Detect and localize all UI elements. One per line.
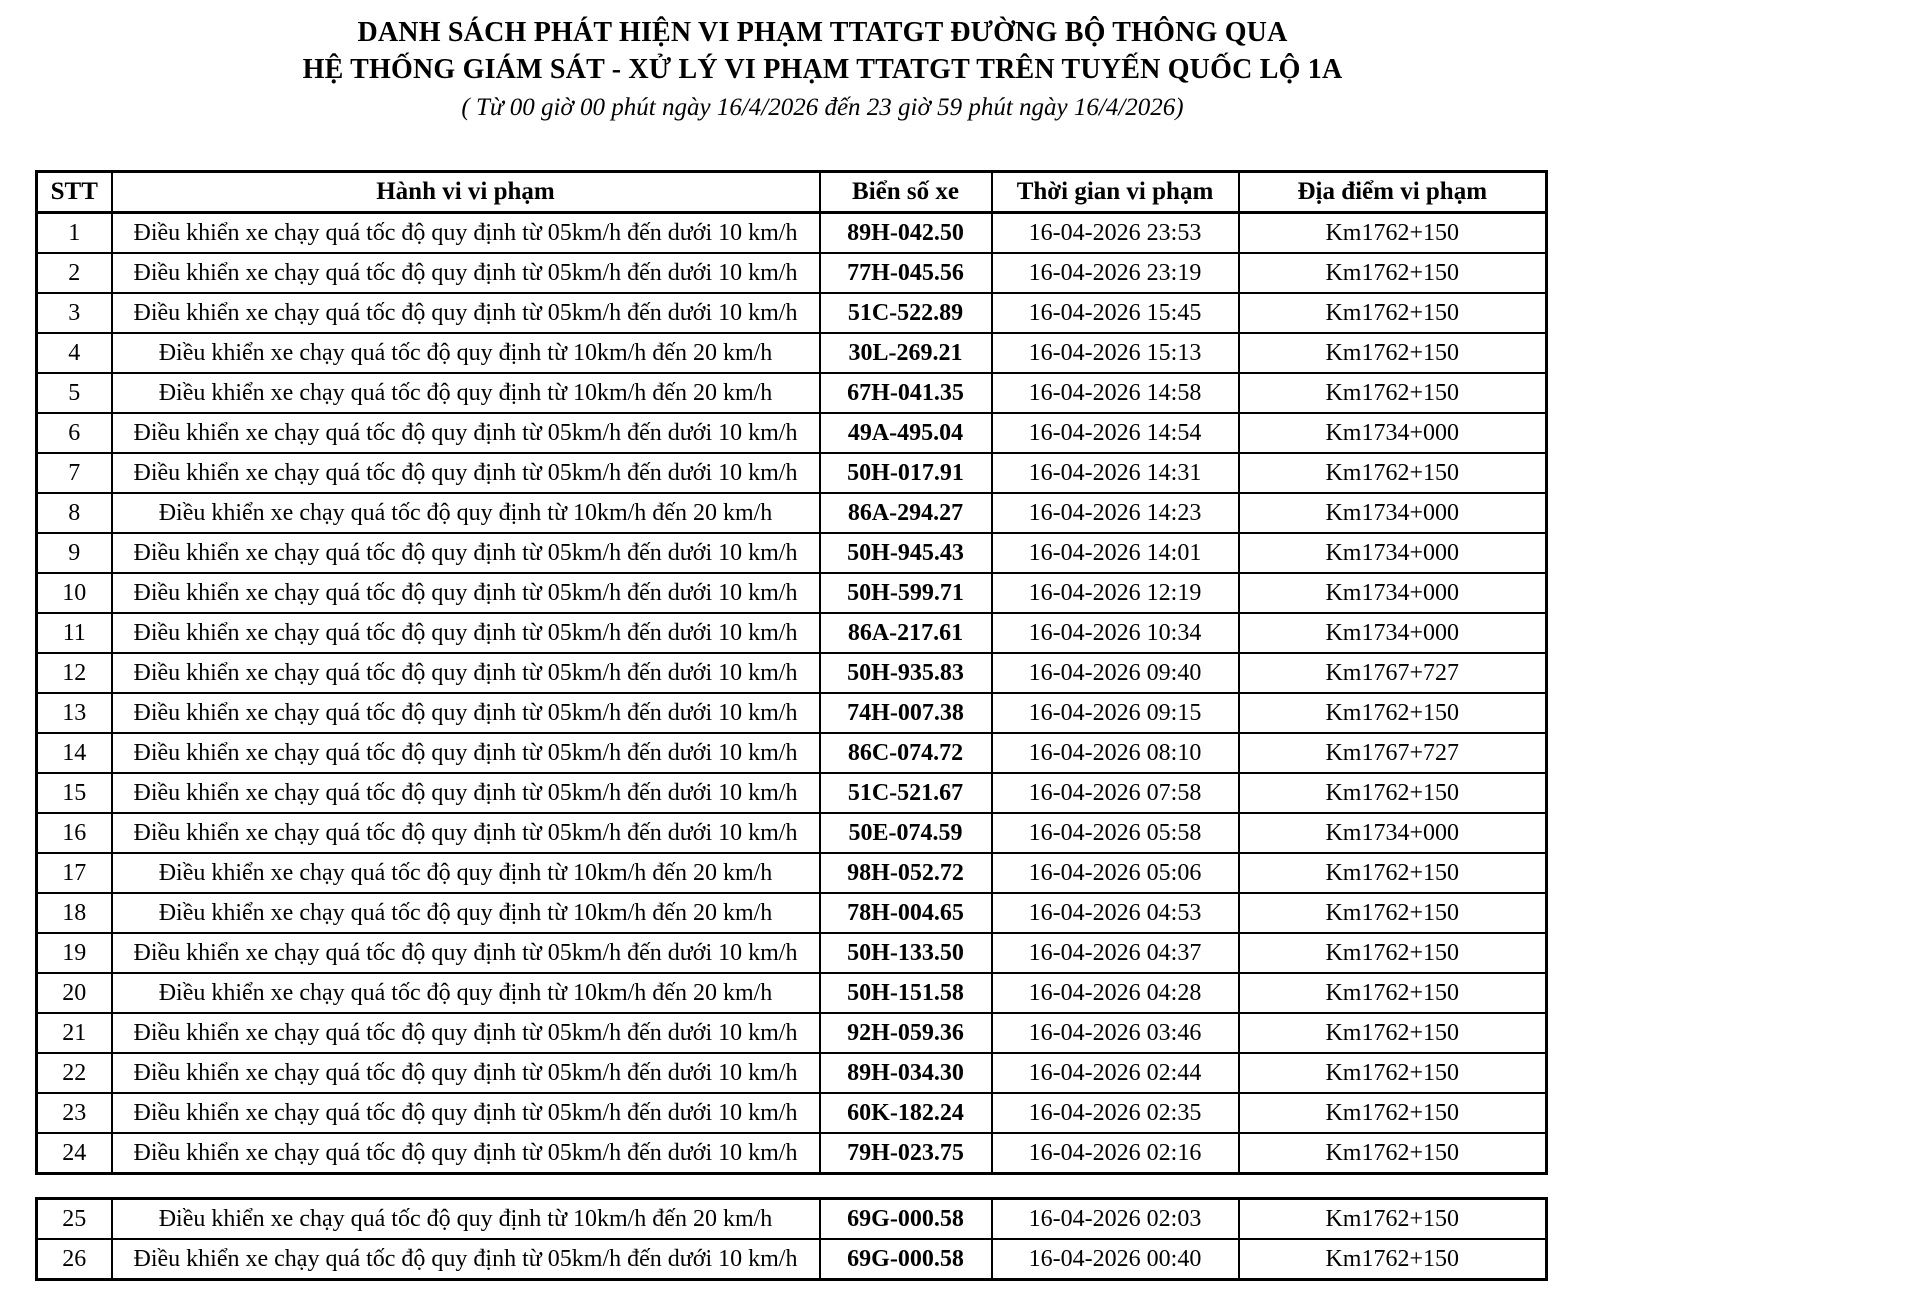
cell-plate: 67H-041.35 <box>820 373 992 413</box>
table-row <box>37 333 1547 373</box>
cell-stt: 4 <box>37 333 112 373</box>
cell-location: Km1762+150 <box>1239 1239 1547 1280</box>
document-subtitle: ( Từ 00 giờ 00 phút ngày 16/4/2026 đến 23 giờ 59 phút ngày 16/4/2026) <box>461 94 1184 121</box>
violations-table-continued <box>35 1197 1548 1281</box>
cell-time: 16-04-2026 14:54 <box>992 413 1239 453</box>
table-row <box>37 933 1547 973</box>
table-row <box>37 693 1547 733</box>
cell-stt: 19 <box>37 933 112 973</box>
cell-location: Km1762+150 <box>1239 693 1547 733</box>
cell-plate: 98H-052.72 <box>820 853 992 893</box>
cell-location: Km1762+150 <box>1239 333 1547 373</box>
cell-time: 16-04-2026 10:34 <box>992 613 1239 653</box>
cell-location: Km1762+150 <box>1239 1013 1547 1053</box>
cell-location: Km1762+150 <box>1239 213 1547 254</box>
table-row <box>37 773 1547 813</box>
cell-plate: 79H-023.75 <box>820 1133 992 1174</box>
cell-stt: 24 <box>37 1133 112 1174</box>
cell-violation: Điều khiển xe chạy quá tốc độ quy định từ 05km/h đến dưới 10 km/h <box>112 1133 820 1174</box>
cell-plate: 30L-269.21 <box>820 333 992 373</box>
cell-stt: 14 <box>37 733 112 773</box>
cell-violation: Điều khiển xe chạy quá tốc độ quy định từ 05km/h đến dưới 10 km/h <box>112 413 820 453</box>
cell-violation: Điều khiển xe chạy quá tốc độ quy định từ 05km/h đến dưới 10 km/h <box>112 653 820 693</box>
cell-location: Km1762+150 <box>1239 293 1547 333</box>
table-row <box>37 1133 1547 1174</box>
table-row <box>37 213 1547 254</box>
table-row <box>37 653 1547 693</box>
cell-violation: Điều khiển xe chạy quá tốc độ quy định từ 05km/h đến dưới 10 km/h <box>112 1239 820 1280</box>
cell-stt: 9 <box>37 533 112 573</box>
cell-violation: Điều khiển xe chạy quá tốc độ quy định từ 05km/h đến dưới 10 km/h <box>112 573 820 613</box>
cell-stt: 25 <box>37 1199 112 1240</box>
table-row <box>37 493 1547 533</box>
column-header-plate: Biển số xe <box>820 172 992 213</box>
column-header-location: Địa điểm vi phạm <box>1239 172 1547 213</box>
cell-time: 16-04-2026 02:35 <box>992 1093 1239 1133</box>
cell-time: 16-04-2026 02:03 <box>992 1199 1239 1240</box>
cell-time: 16-04-2026 03:46 <box>992 1013 1239 1053</box>
cell-plate: 60K-182.24 <box>820 1093 992 1133</box>
cell-plate: 50H-151.58 <box>820 973 992 1013</box>
cell-violation: Điều khiển xe chạy quá tốc độ quy định từ 05km/h đến dưới 10 km/h <box>112 1013 820 1053</box>
cell-plate: 89H-042.50 <box>820 213 992 254</box>
cell-violation: Điều khiển xe chạy quá tốc độ quy định từ 05km/h đến dưới 10 km/h <box>112 1093 820 1133</box>
cell-plate: 50E-074.59 <box>820 813 992 853</box>
cell-violation: Điều khiển xe chạy quá tốc độ quy định từ 05km/h đến dưới 10 km/h <box>112 933 820 973</box>
cell-violation: Điều khiển xe chạy quá tốc độ quy định từ 05km/h đến dưới 10 km/h <box>112 613 820 653</box>
cell-location: Km1762+150 <box>1239 1093 1547 1133</box>
table-row <box>37 853 1547 893</box>
cell-violation: Điều khiển xe chạy quá tốc độ quy định từ 05km/h đến dưới 10 km/h <box>112 693 820 733</box>
cell-time: 16-04-2026 02:16 <box>992 1133 1239 1174</box>
table-row <box>37 973 1547 1013</box>
cell-time: 16-04-2026 09:40 <box>992 653 1239 693</box>
cell-time: 16-04-2026 23:53 <box>992 213 1239 254</box>
table-row <box>37 1093 1547 1133</box>
header-row <box>37 172 1547 213</box>
cell-violation: Điều khiển xe chạy quá tốc độ quy định từ 05km/h đến dưới 10 km/h <box>112 213 820 254</box>
cell-violation: Điều khiển xe chạy quá tốc độ quy định từ 05km/h đến dưới 10 km/h <box>112 773 820 813</box>
cell-plate: 51C-522.89 <box>820 293 992 333</box>
cell-plate: 86A-294.27 <box>820 493 992 533</box>
cell-stt: 18 <box>37 893 112 933</box>
cell-stt: 17 <box>37 853 112 893</box>
table-row <box>37 893 1547 933</box>
cell-plate: 74H-007.38 <box>820 693 992 733</box>
cell-stt: 15 <box>37 773 112 813</box>
cell-plate: 69G-000.58 <box>820 1239 992 1280</box>
table-row <box>37 533 1547 573</box>
table-row <box>37 253 1547 293</box>
cell-plate: 51C-521.67 <box>820 773 992 813</box>
cell-plate: 92H-059.36 <box>820 1013 992 1053</box>
cell-plate: 77H-045.56 <box>820 253 992 293</box>
cell-stt: 1 <box>37 213 112 254</box>
cell-location: Km1762+150 <box>1239 773 1547 813</box>
table-row <box>37 1239 1547 1280</box>
cell-location: Km1762+150 <box>1239 1199 1547 1240</box>
cell-time: 16-04-2026 14:58 <box>992 373 1239 413</box>
cell-location: Km1762+150 <box>1239 973 1547 1013</box>
cell-location: Km1762+150 <box>1239 853 1547 893</box>
cell-violation: Điều khiển xe chạy quá tốc độ quy định từ 10km/h đến 20 km/h <box>112 973 820 1013</box>
cell-violation: Điều khiển xe chạy quá tốc độ quy định từ 05km/h đến dưới 10 km/h <box>112 1053 820 1093</box>
cell-violation: Điều khiển xe chạy quá tốc độ quy định từ 05km/h đến dưới 10 km/h <box>112 813 820 853</box>
cell-time: 16-04-2026 14:01 <box>992 533 1239 573</box>
cell-violation: Điều khiển xe chạy quá tốc độ quy định từ 10km/h đến 20 km/h <box>112 1199 820 1240</box>
table-row <box>37 1053 1547 1093</box>
cell-location: Km1734+000 <box>1239 813 1547 853</box>
cell-time: 16-04-2026 04:53 <box>992 893 1239 933</box>
cell-plate: 50H-017.91 <box>820 453 992 493</box>
cell-time: 16-04-2026 07:58 <box>992 773 1239 813</box>
cell-stt: 13 <box>37 693 112 733</box>
cell-violation: Điều khiển xe chạy quá tốc độ quy định từ 10km/h đến 20 km/h <box>112 333 820 373</box>
cell-stt: 20 <box>37 973 112 1013</box>
cell-plate: 69G-000.58 <box>820 1199 992 1240</box>
cell-location: Km1762+150 <box>1239 373 1547 413</box>
cell-violation: Điều khiển xe chạy quá tốc độ quy định từ 05km/h đến dưới 10 km/h <box>112 733 820 773</box>
violations-table-header <box>37 172 1547 213</box>
table-row <box>37 1013 1547 1053</box>
cell-time: 16-04-2026 09:15 <box>992 693 1239 733</box>
cell-plate: 78H-004.65 <box>820 893 992 933</box>
cell-stt: 22 <box>37 1053 112 1093</box>
cell-location: Km1734+000 <box>1239 413 1547 453</box>
table-row <box>37 613 1547 653</box>
cell-violation: Điều khiển xe chạy quá tốc độ quy định từ 10km/h đến 20 km/h <box>112 493 820 533</box>
document-header <box>35 0 1610 126</box>
table-row <box>37 373 1547 413</box>
cell-time: 16-04-2026 14:31 <box>992 453 1239 493</box>
cell-violation: Điều khiển xe chạy quá tốc độ quy định từ 10km/h đến 20 km/h <box>112 853 820 893</box>
table-row <box>37 453 1547 493</box>
cell-location: Km1734+000 <box>1239 613 1547 653</box>
cell-stt: 23 <box>37 1093 112 1133</box>
cell-stt: 2 <box>37 253 112 293</box>
table-row <box>37 813 1547 853</box>
cell-time: 16-04-2026 23:19 <box>992 253 1239 293</box>
table-row <box>37 1199 1547 1240</box>
cell-violation: Điều khiển xe chạy quá tốc độ quy định từ 05km/h đến dưới 10 km/h <box>112 293 820 333</box>
cell-plate: 49A-495.04 <box>820 413 992 453</box>
cell-stt: 8 <box>37 493 112 533</box>
table-row <box>37 733 1547 773</box>
cell-stt: 10 <box>37 573 112 613</box>
cell-plate: 50H-599.71 <box>820 573 992 613</box>
cell-stt: 5 <box>37 373 112 413</box>
cell-violation: Điều khiển xe chạy quá tốc độ quy định từ 10km/h đến 20 km/h <box>112 893 820 933</box>
column-header-time: Thời gian vi phạm <box>992 172 1239 213</box>
cell-stt: 3 <box>37 293 112 333</box>
cell-plate: 86C-074.72 <box>820 733 992 773</box>
cell-violation: Điều khiển xe chạy quá tốc độ quy định từ 05km/h đến dưới 10 km/h <box>112 453 820 493</box>
cell-location: Km1734+000 <box>1239 573 1547 613</box>
cell-violation: Điều khiển xe chạy quá tốc độ quy định từ 05km/h đến dưới 10 km/h <box>112 533 820 573</box>
cell-plate: 50H-133.50 <box>820 933 992 973</box>
cell-stt: 21 <box>37 1013 112 1053</box>
violations-table-body <box>37 213 1547 1174</box>
column-header-violation: Hành vi vi phạm <box>112 172 820 213</box>
cell-stt: 6 <box>37 413 112 453</box>
cell-location: Km1734+000 <box>1239 533 1547 573</box>
table-row <box>37 293 1547 333</box>
cell-location: Km1762+150 <box>1239 253 1547 293</box>
cell-time: 16-04-2026 04:37 <box>992 933 1239 973</box>
cell-location: Km1734+000 <box>1239 493 1547 533</box>
cell-location: Km1767+727 <box>1239 733 1547 773</box>
cell-time: 16-04-2026 05:58 <box>992 813 1239 853</box>
cell-time: 16-04-2026 02:44 <box>992 1053 1239 1093</box>
cell-location: Km1762+150 <box>1239 933 1547 973</box>
cell-plate: 86A-217.61 <box>820 613 992 653</box>
cell-time: 16-04-2026 12:19 <box>992 573 1239 613</box>
cell-time: 16-04-2026 15:13 <box>992 333 1239 373</box>
cell-time: 16-04-2026 05:06 <box>992 853 1239 893</box>
cell-stt: 11 <box>37 613 112 653</box>
violations-table-continued-body <box>37 1199 1547 1280</box>
cell-location: Km1762+150 <box>1239 453 1547 493</box>
table-row <box>37 413 1547 453</box>
cell-location: Km1762+150 <box>1239 1133 1547 1174</box>
cell-plate: 89H-034.30 <box>820 1053 992 1093</box>
cell-time: 16-04-2026 04:28 <box>992 973 1239 1013</box>
cell-time: 16-04-2026 15:45 <box>992 293 1239 333</box>
cell-time: 16-04-2026 00:40 <box>992 1239 1239 1280</box>
cell-time: 16-04-2026 08:10 <box>992 733 1239 773</box>
cell-time: 16-04-2026 14:23 <box>992 493 1239 533</box>
cell-location: Km1767+727 <box>1239 653 1547 693</box>
cell-location: Km1762+150 <box>1239 1053 1547 1093</box>
cell-violation: Điều khiển xe chạy quá tốc độ quy định từ 05km/h đến dưới 10 km/h <box>112 253 820 293</box>
table-row <box>37 573 1547 613</box>
cell-violation: Điều khiển xe chạy quá tốc độ quy định từ 10km/h đến 20 km/h <box>112 373 820 413</box>
cell-stt: 16 <box>37 813 112 853</box>
cell-plate: 50H-935.83 <box>820 653 992 693</box>
cell-stt: 26 <box>37 1239 112 1280</box>
violations-table <box>35 170 1548 1175</box>
column-header-stt: STT <box>37 172 112 213</box>
document-title-line1: DANH SÁCH PHÁT HIỆN VI PHẠM TTATGT ĐƯỜNG BỘ THÔNG QUA <box>357 17 1288 48</box>
document-title-line2: HỆ THỐNG GIÁM SÁT - XỬ LÝ VI PHẠM TTATGT TRÊN TUYẾN QUỐC LỘ 1A <box>302 54 1343 85</box>
cell-location: Km1762+150 <box>1239 893 1547 933</box>
cell-plate: 50H-945.43 <box>820 533 992 573</box>
cell-stt: 7 <box>37 453 112 493</box>
cell-stt: 12 <box>37 653 112 693</box>
